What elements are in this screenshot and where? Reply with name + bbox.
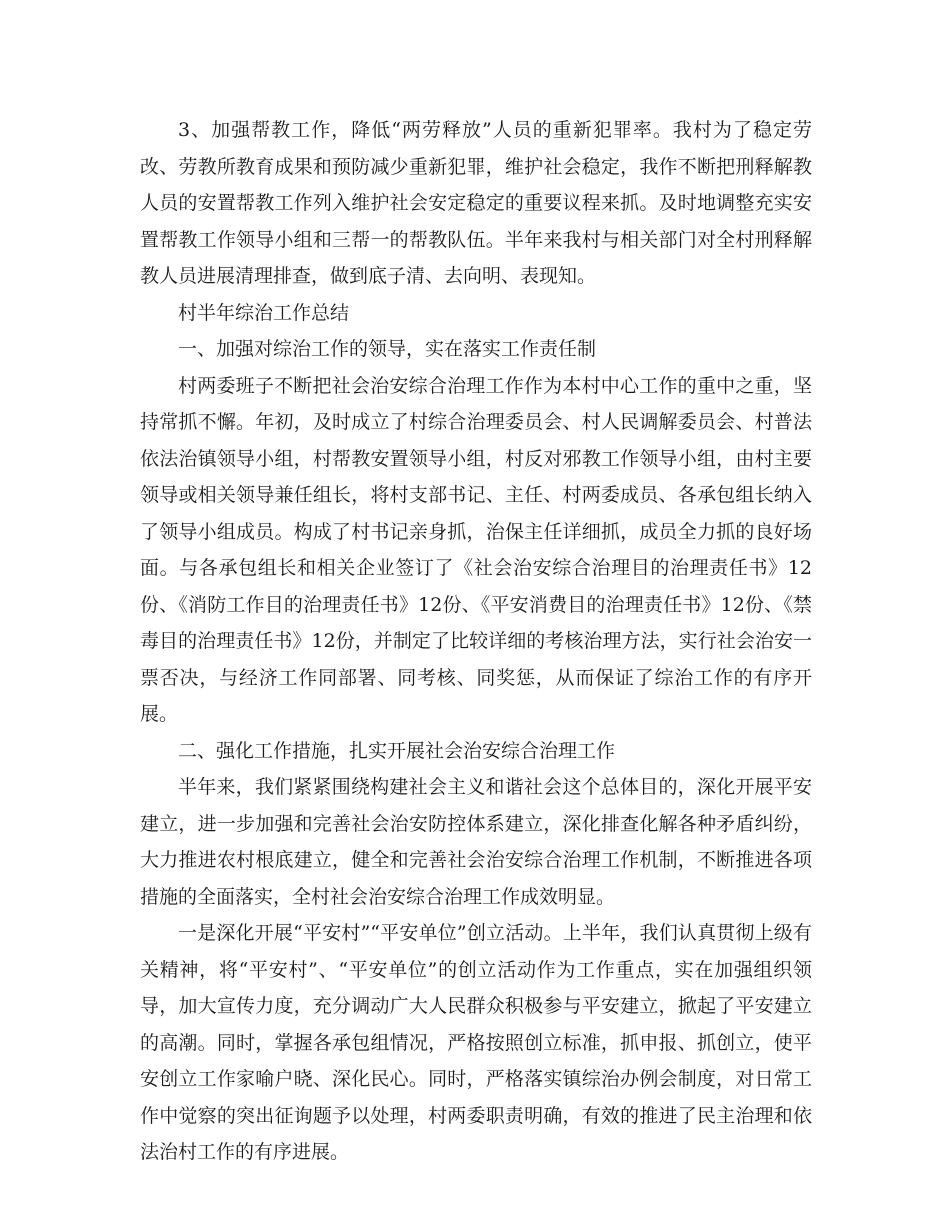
heading-leadership: 一、加强对综治工作的领导，实在落实工作责任制 — [178, 338, 597, 360]
paragraph-safe-village: 一是深化开展“平安村”“平安单位”创立活动。上半年，我们认真贯彻上级有关精神，将“平安村”、“平安单位”的创立活动作为工作重点，实在加强组织领导，加大宣传力度，充分调动广大人民群众积极参与平安建立，掀起了平安建立的高潮。同时，掌握各承包组情况，严格按照创立标准，抓申报、抓创立，使平安创立工作家喻户晓、深化民心。同时，严格落实镇综治办例会制度，对日常工作中觉察的突出征询题予以处理，村两委职责明确，有效的推进了民主治理和依法治村工作的有序进展。 — [140, 922, 812, 1163]
paragraph-leadership: 村两委班子不断把社会治安综合治理工作作为本村中心工作的重中之重，坚持常抓不懈。年初，及时成立了村综合治理委员会、村人民调解委员会、村普法依法治镇领导小组，村帮教安置领导小组，村反对邪教工作领导小组，由村主要领导或相关领导兼任组长，将村支部书记、主任、村两委成员、各承包组长纳入了领导小组成员。构成了村书记亲身抓，治保主任详细抓，成员全力抓的良好场面。与各承包组长和相关企业签订了《社会治安综合治理目的治理责任书》12份、《消防工作目的治理责任书》12份、《平安消费目的治理责任书》12份、《禁毒目的治理责任书》12份，并制定了比较详细的考核治理方法，实行社会治安一票否决，与经济工作同部署、同考核、同奖惩，从而保证了综治工作的有序开展。 — [140, 374, 812, 725]
heading-measures: 二、强化工作措施，扎实开展社会治安综合治理工作 — [178, 739, 616, 762]
paragraph-item-3-rehabilitation: 3、加强帮教工作，降低“两劳释放”人员的重新犯罪率。我村为了稳定劳改、劳教所教育成果和预防减少重新犯罪，维护社会稳定，我作不断把刑释解教人员的安置帮教工作列入维护社会安定稳定的重要议程来抓。及时地调整充实安置帮教工作领导小组和三帮一的帮教队伍。半年来我村与相关部门对全村刑释解教人员进展清理排查，做到底子清、去向明、表现知。 — [140, 119, 812, 287]
document-page — [140, 112, 812, 1171]
paragraph-measures: 半年来，我们紧紧围绕构建社会主义和谐社会这个总体目的，深化开展平安建立，进一步加强和完善社会治安防控体系建立，深化排查化解各种矛盾纠纷，大力推进农村根底建立，健全和完善社会治安综合治理工作机制，不断推进各项措施的全面落实，全村社会治安综合治理工作成效明显。 — [140, 776, 812, 908]
section-title-summary: 村半年综治工作总结 — [178, 301, 350, 324]
